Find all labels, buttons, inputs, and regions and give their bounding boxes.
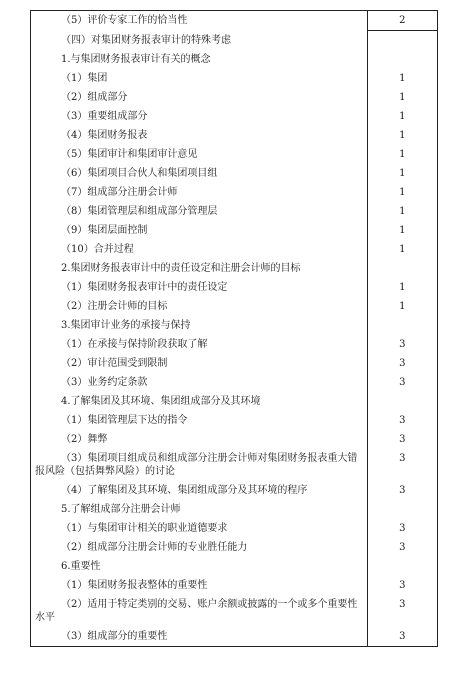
table-row (31, 411, 437, 430)
row-text: 2.集团财务报表审计中的责任设定和注册会计师的目标 (31, 259, 367, 278)
table-row (31, 183, 437, 202)
row-text: 3.集团审计业务的承接与保持 (31, 316, 367, 335)
row-text: （1）与集团审计相关的职业道德要求 (31, 519, 367, 538)
table-row (31, 481, 437, 500)
table-row (31, 297, 437, 316)
row-level: 1 (399, 72, 406, 84)
table-row (31, 538, 437, 557)
row-level (367, 557, 437, 576)
row-level: 3 (399, 541, 406, 553)
row-text: （2）适用于特定类别的交易、账户余额或披露的一个或多个重要性水平 (31, 595, 367, 627)
table-row (31, 88, 437, 107)
table-row (31, 576, 437, 595)
row-text: （3）组成部分的重要性 (31, 627, 367, 647)
row-text: （2）审计范围受到限制 (31, 354, 367, 373)
row-text: （1）集团管理层下达的指令 (31, 411, 367, 430)
row-level: 3 (367, 627, 437, 647)
row-level: 3 (399, 452, 406, 464)
table-row (31, 145, 437, 164)
row-text: （9）集团层面控制 (31, 221, 367, 240)
row-text: （2）组成部分注册会计师的专业胜任能力 (31, 538, 367, 557)
table-row (31, 240, 437, 259)
row-level: 3 (399, 338, 406, 350)
row-text: （5）评价专家工作的恰当性 (31, 11, 367, 31)
row-level: 1 (399, 205, 406, 217)
table-row (31, 50, 437, 69)
row-text: （6）集团项目合伙人和集团项目组 (31, 164, 367, 183)
row-level: 1 (399, 281, 406, 293)
row-level: 3 (399, 484, 406, 496)
row-level: 1 (399, 224, 406, 236)
table-row (31, 126, 437, 145)
table-row (31, 278, 437, 297)
table-row (31, 107, 437, 126)
row-level (367, 316, 437, 335)
table-row (31, 373, 437, 392)
row-level (367, 50, 437, 69)
row-text: （10）合并过程 (31, 240, 367, 259)
syllabus-table-body (31, 11, 437, 646)
row-level: 1 (399, 110, 406, 122)
row-text: （8）集团管理层和组成部分管理层 (31, 202, 367, 221)
table-row (31, 221, 437, 240)
row-level (367, 392, 437, 411)
row-level: 1 (399, 148, 406, 160)
table-row (31, 164, 437, 183)
row-level: 3 (399, 598, 406, 610)
row-level (367, 31, 437, 50)
table-row (31, 392, 437, 411)
row-text: （1）集团财务报表审计中的责任设定 (31, 278, 367, 297)
row-text: 4.了解集团及其环境、集团组成部分及其环境 (31, 392, 367, 411)
table-row (31, 500, 437, 519)
row-level: 3 (399, 522, 406, 534)
row-level: 1 (399, 186, 406, 198)
row-level (367, 259, 437, 278)
row-level: 3 (399, 357, 406, 369)
row-text: （2）组成部分 (31, 88, 367, 107)
table-row (31, 430, 437, 449)
syllabus-table-container (30, 10, 438, 647)
table-row (31, 595, 437, 627)
table-row (31, 557, 437, 576)
table-row (31, 31, 437, 50)
row-level: 3 (399, 414, 406, 426)
table-row (31, 627, 437, 647)
row-text: （1）集团财务报表整体的重要性 (31, 576, 367, 595)
table-row (31, 354, 437, 373)
row-level: 1 (399, 167, 406, 179)
row-text: （4）了解集团及其环境、集团组成部分及其环境的程序 (31, 481, 367, 500)
table-row (31, 519, 437, 538)
row-text: （3）业务约定条款 (31, 373, 367, 392)
table-row (31, 316, 437, 335)
table-row (31, 449, 437, 481)
row-text: （7）组成部分注册会计师 (31, 183, 367, 202)
row-text: 6.重要性 (31, 557, 367, 576)
row-text: （1）在承接与保持阶段获取了解 (31, 335, 367, 354)
table-row (31, 11, 437, 31)
table-row (31, 335, 437, 354)
row-text: （2）注册会计师的目标 (31, 297, 367, 316)
row-text: 5.了解组成部分注册会计师 (31, 500, 367, 519)
row-level: 1 (399, 243, 406, 255)
table-row (31, 259, 437, 278)
row-text: （1）集团 (31, 69, 367, 88)
table-row (31, 202, 437, 221)
row-level: 3 (399, 579, 406, 591)
row-text: 1.与集团财务报表审计有关的概念 (31, 50, 367, 69)
syllabus-table (31, 11, 437, 647)
row-text: （4）集团财务报表 (31, 126, 367, 145)
row-text: （5）集团审计和集团审计意见 (31, 145, 367, 164)
row-text: （3）集团项目组成员和组成部分注册会计师对集团财务报表重大错报风险（包括舞弊风险）的讨论 (31, 449, 367, 481)
row-level: 3 (399, 433, 406, 445)
row-level (367, 500, 437, 519)
row-text: （2）舞弊 (31, 430, 367, 449)
table-row (31, 69, 437, 88)
row-level: 1 (399, 129, 406, 141)
row-level: 1 (399, 91, 406, 103)
row-text: （四）对集团财务报表审计的特殊考虑 (31, 31, 367, 50)
row-level: 1 (399, 300, 406, 312)
row-level: 3 (399, 376, 406, 388)
row-level: 2 (367, 11, 437, 31)
row-text: （3）重要组成部分 (31, 107, 367, 126)
